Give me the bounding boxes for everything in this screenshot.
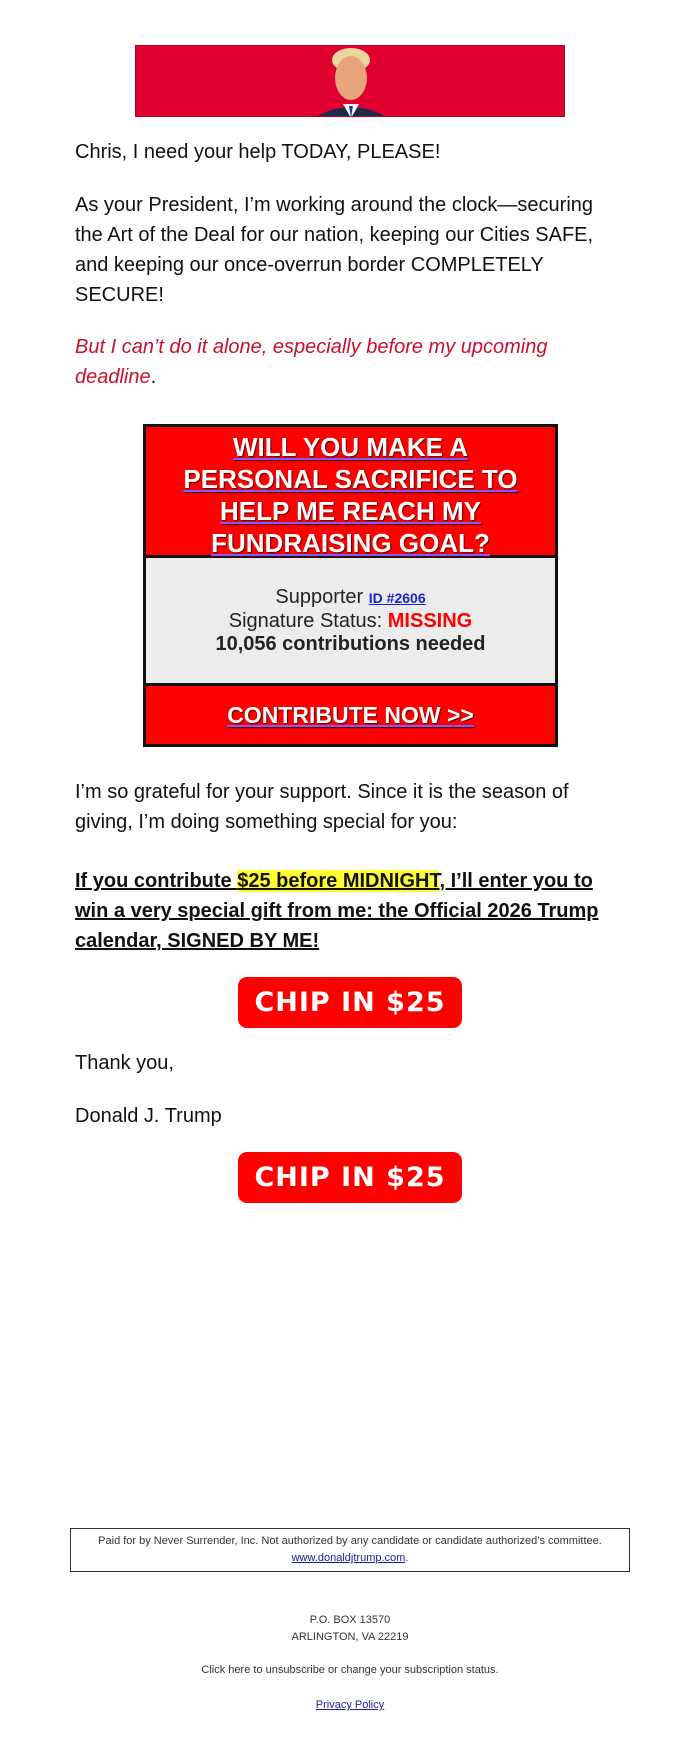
- supporter-id-link[interactable]: ID #2606: [368, 590, 426, 606]
- italic-urgent-line: [75, 332, 625, 392]
- supporter-line: [146, 586, 555, 610]
- signature-label: Signature Status:: [228, 610, 383, 632]
- chip-in-button-2[interactable]: CHIP IN $25: [238, 1152, 462, 1203]
- offer-highlight: $25 before MIDNIGHT: [237, 870, 440, 892]
- thanks: Thank you,: [75, 1052, 174, 1074]
- portrait-image: [306, 46, 396, 117]
- italic-period: .: [150, 366, 157, 388]
- unsubscribe-link[interactable]: Click here to unsubscribe or change your subscription status.: [201, 1664, 499, 1676]
- disclaimer-text: Paid for by Never Surrender, Inc. Not authorized by any candidate or candidate authorized’s committee.: [98, 1535, 602, 1547]
- body-paragraph-2: I’m so grateful for your support. Since it is the season of giving, I’m doing something special for you:: [75, 781, 569, 833]
- paid-for-disclaimer: [70, 1528, 630, 1572]
- card-status-panel: [146, 558, 555, 683]
- offer-paragraph[interactable]: [75, 866, 625, 956]
- signature-name: Donald J. Trump: [75, 1105, 222, 1127]
- contribute-now-button[interactable]: CONTRIBUTE NOW >>: [146, 683, 555, 744]
- signature-status: MISSING: [387, 610, 473, 632]
- website-period: .: [405, 1552, 409, 1564]
- website-link[interactable]: www.donaldjtrump.com: [291, 1552, 406, 1564]
- po-box: P.O. BOX 13570: [309, 1614, 391, 1626]
- chip-in-button-1[interactable]: CHIP IN $25: [238, 977, 462, 1028]
- website-line: [71, 1550, 629, 1567]
- signature-line: [146, 610, 555, 633]
- supporter-label: Supporter: [275, 586, 364, 608]
- italic-text: But I can’t do it alone, especially before my upcoming deadline: [75, 336, 548, 388]
- header-banner: [135, 45, 565, 117]
- address-city: ARLINGTON, VA 22219: [291, 1631, 409, 1643]
- privacy-policy-line: [0, 1698, 700, 1713]
- contributions-needed: 10,056 contributions needed: [215, 633, 486, 655]
- card-headline[interactable]: WILL YOU MAKE A PERSONAL SACRIFICE TO HELP ME REACH MY FUNDRAISING GOAL?: [146, 427, 555, 558]
- offer-pre: If you contribute: [75, 870, 238, 892]
- contribution-card[interactable]: [143, 424, 558, 747]
- offer-post: , I’ll enter you to win a very special gift from me: the Official 2026 Trump calendar, SIGNED BY ME!: [75, 870, 599, 952]
- greeting: Chris, I need your help TODAY, PLEASE!: [75, 141, 441, 163]
- privacy-policy-link[interactable]: Privacy Policy: [315, 1699, 385, 1711]
- body-paragraph-1: As your President, I’m working around the clock—securing the Art of the Deal for our nation, keeping our Cities SAFE, and keeping our once-overrun border COMPLETELY SECURE!: [75, 194, 594, 306]
